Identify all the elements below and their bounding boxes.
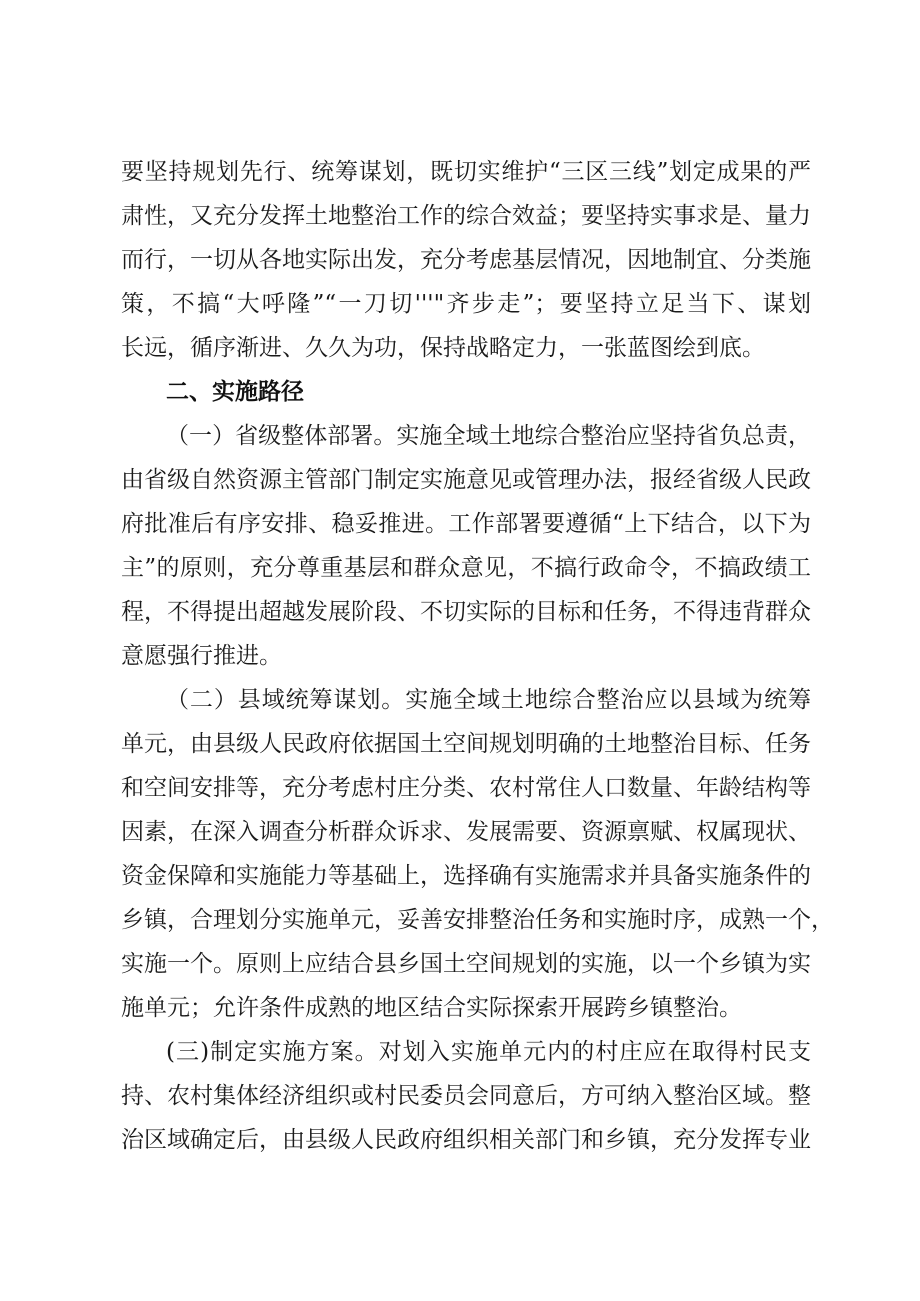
paragraph-line: 主”的原则，充分尊重基层和群众意见，不搞行政命令，不搞政绩工 bbox=[121, 555, 811, 581]
paragraph-line: 由省级自然资源主管部门制定实施意见或管理办法，报经省级人民政 bbox=[121, 467, 811, 493]
paragraph-line: 程，不得提出超越发展阶段、不切实际的目标和任务，不得违背群众 bbox=[121, 599, 811, 625]
paragraph-line: 实施一个。原则上应结合县乡国土空间规划的实施，以一个乡镇为实 bbox=[121, 951, 811, 977]
paragraph-line: 资金保障和实施能力等基础上，选择确有实施需求并具备实施条件的 bbox=[121, 863, 811, 889]
paragraph-line: （一）省级整体部署。实施全域土地综合整治应坚持省负总责， bbox=[166, 423, 811, 449]
paragraph-line: 治区域确定后，由县级人民政府组织相关部门和乡镇，充分发挥专业 bbox=[121, 1127, 811, 1153]
paragraph-line: 乡镇，合理划分实施单元，妥善安排整治任务和实施时序，成熟一个， bbox=[121, 907, 834, 933]
paragraph-line: （二）县域统筹谋划。实施全域土地综合整治应以县域为统筹 bbox=[166, 687, 811, 713]
paragraph-line: 施单元；允许条件成熟的地区结合实际探索开展跨乡镇整治。 bbox=[121, 995, 742, 1021]
paragraph-line: 因素，在深入调查分析群众诉求、发展需要、资源禀赋、权属现状、 bbox=[121, 819, 811, 845]
paragraph-line: 而行，一切从各地实际出发，充分考虑基层情况，因地制宜、分类施 bbox=[121, 247, 811, 273]
paragraph-line: 持、农村集体经济组织或村民委员会同意后，方可纳入整治区域。整 bbox=[121, 1083, 811, 1109]
paragraph-line: 肃性，又充分发挥土地整治工作的综合效益；要坚持实事求是、量力 bbox=[121, 203, 811, 229]
section-heading: 二、实施路径 bbox=[166, 379, 304, 405]
paragraph-line: 长远，循序渐进、久久为功，保持战略定力，一张蓝图绘到底。 bbox=[121, 335, 765, 361]
paragraph-line: 要坚持规划先行、统筹谋划，既切实维护“三区三线”划定成果的严 bbox=[121, 159, 811, 185]
paragraph-line: 府批准后有序安排、稳妥推进。工作部署要遵循“上下结合，以下为 bbox=[121, 511, 811, 537]
paragraph-line: 单元，由县级人民政府依据国土空间规划明确的土地整治目标、任务 bbox=[121, 731, 811, 757]
paragraph-line: 意愿强行推进。 bbox=[121, 643, 282, 669]
paragraph-line: (三)制定实施方案。对划入实施单元内的村庄应在取得村民支 bbox=[166, 1039, 811, 1065]
paragraph-line: 策，不搞“大呼隆”“一刀切'''"齐步走”；要坚持立足当下、谋划 bbox=[121, 291, 811, 317]
paragraph-line: 和空间安排等，充分考虑村庄分类、农村常住人口数量、年龄结构等 bbox=[121, 775, 811, 801]
